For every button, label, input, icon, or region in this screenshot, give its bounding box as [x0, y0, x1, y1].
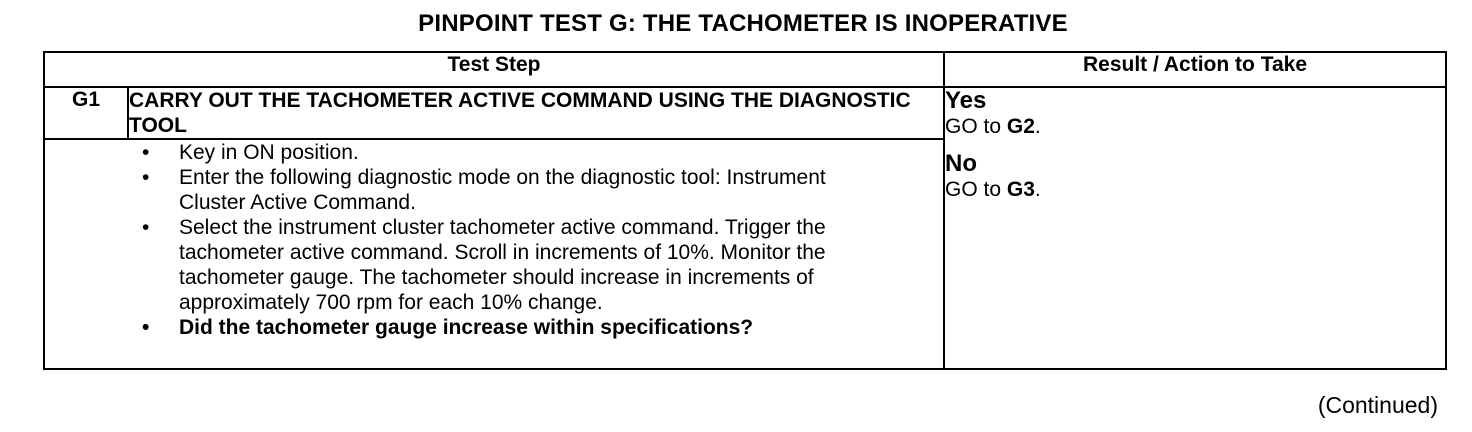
- result-yes: [945, 88, 1445, 139]
- result-no-label: No: [945, 150, 977, 177]
- step-title-row: [44, 87, 1446, 139]
- step-title: CARRY OUT THE TACHOMETER ACTIVE COMMAND USING THE DIAGNOSTIC TOOL: [128, 87, 944, 139]
- step-bullet-item: [142, 140, 893, 165]
- step-body: [44, 139, 944, 369]
- step-bullet-item: [142, 215, 893, 315]
- step-bullet-list: [45, 140, 943, 340]
- result-no-suffix: .: [1034, 178, 1041, 201]
- step-id: G1: [44, 87, 128, 139]
- pinpoint-test-table: [43, 51, 1447, 370]
- result-yes-label: Yes: [945, 87, 987, 114]
- bullet-icon: •: [142, 141, 150, 164]
- result-yes-suffix: .: [1034, 115, 1041, 138]
- result-yes-prefix: GO to: [945, 115, 1007, 138]
- continued-label: (Continued): [1317, 392, 1438, 418]
- step-question: [142, 315, 893, 340]
- bullet-icon: •: [142, 316, 150, 339]
- result-no-prefix: GO to: [945, 178, 1007, 201]
- table-header-row: [44, 52, 1446, 87]
- header-result-action: Result / Action to Take: [944, 52, 1446, 87]
- bullet-icon: •: [142, 166, 150, 189]
- bullet-icon: •: [142, 216, 150, 239]
- step-bullet-text: Enter the following diagnostic mode on the diagnostic tool: Instrument Cluster Active Command.: [179, 166, 826, 214]
- result-no-target: G3: [1006, 178, 1035, 201]
- header-test-step: Test Step: [44, 52, 944, 87]
- step-bullet-text: Select the instrument cluster tachometer active command. Trigger the tachometer active command. Scroll in increments of 10%. Monitor the tachometer gauge. The tachometer should increase in increments of approximately 700 rpm for each 10% change.: [179, 216, 826, 314]
- step-bullet-item: [142, 165, 893, 215]
- step-bullet-text: Key in ON position.: [179, 141, 359, 164]
- result-no: [945, 151, 1445, 202]
- result-yes-action: [945, 114, 1445, 139]
- result-no-action: [945, 177, 1445, 202]
- page-title: PINPOINT TEST G: THE TACHOMETER IS INOPERATIVE: [418, 10, 1068, 37]
- result-cell: [944, 87, 1446, 369]
- result-yes-target: G2: [1006, 115, 1035, 138]
- step-question-text: Did the tachometer gauge increase within specifications?: [179, 316, 754, 339]
